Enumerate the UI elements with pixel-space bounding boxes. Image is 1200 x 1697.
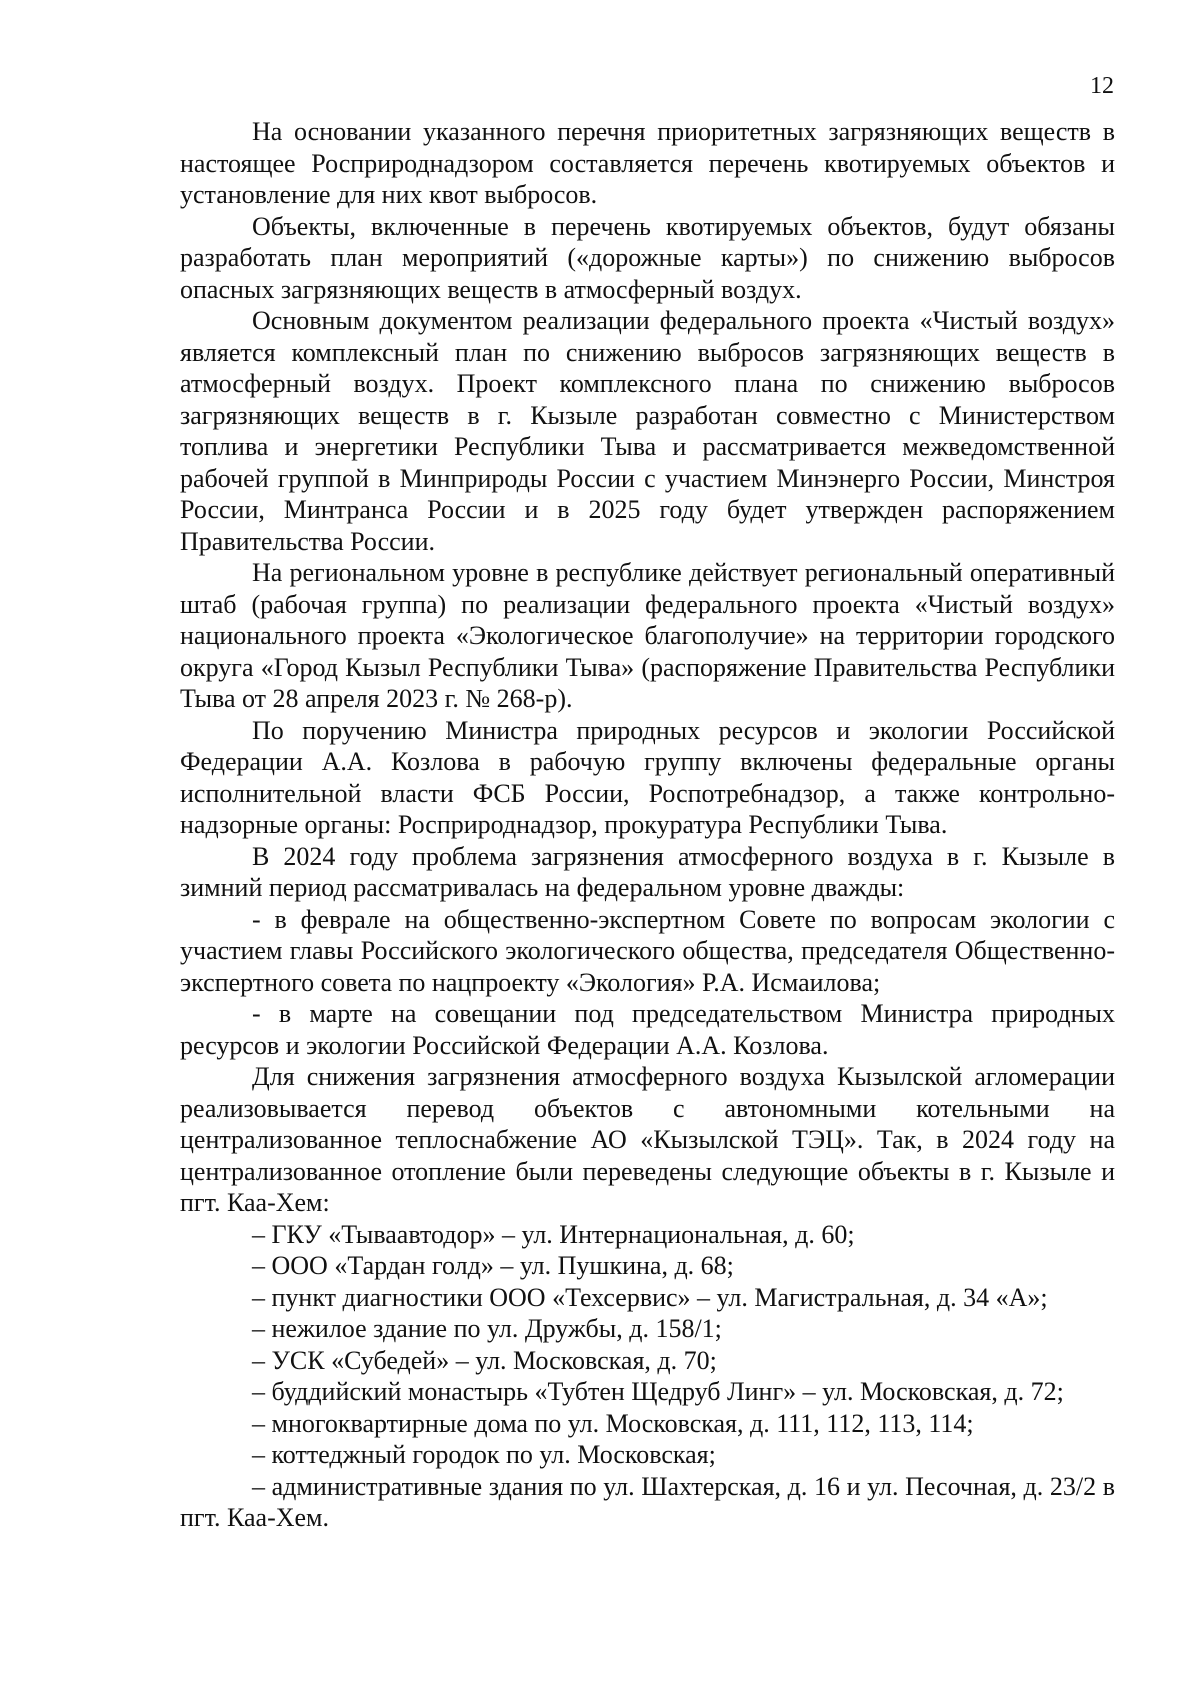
paragraph: - в феврале на общественно-экспертном Совете по вопросам экологии с участием главы Российского экологического общества, председателя Общественно-экспертного совета по нацпроекту «Экология» Р.А. Исмаилова; [180, 904, 1115, 997]
paragraph: Для снижения загрязнения атмосферного воздуха Кызылской агломерации реализовывается перевод объектов с автономными котельными на централизованное теплоснабжение АО «Кызылской ТЭЦ». Так, в 2024 году на централизованное отопление были переведены следующие объекты в г. Кызыле и пгт. Каа-Хем: [180, 1062, 1115, 1217]
page-number: 12 [1090, 73, 1114, 99]
list-item: – коттеджный городок по ул. Московская; [252, 1440, 716, 1469]
paragraph: На региональном уровне в республике действует региональный оперативный штаб (рабочая группа) по реализации федерального проекта «Чистый воздух» национального проекта «Экологическое благополучие» на территории городского округа «Город Кызыл Республики Тыва» (распоряжение Правительства Республики Тыва от 28 апреля 2023 г. № 268-р). [180, 558, 1115, 713]
list-item: – нежилое здание по ул. Дружбы, д. 158/1; [252, 1314, 722, 1343]
paragraph: По поручению Министра природных ресурсов и экологии Российской Федерации А.А. Козлова в рабочую группу включены федеральные органы исполнительной власти ФСБ России, Роспотребнадзор, а также контрольно-надзорные органы: Росприроднадзор, прокуратура Республики Тыва. [180, 715, 1115, 839]
paragraph: Объекты, включенные в перечень квотируемых объектов, будут обязаны разработать план мероприятий («дорожные карты») по снижению выбросов опасных загрязняющих веществ в атмосферный воздух. [180, 211, 1115, 304]
list-item: – буддийский монастырь «Тубтен Щедруб Линг» – ул. Московская, д. 72; [252, 1377, 1064, 1406]
list-item: – ГКУ «Тываавтодор» – ул. Интернациональная, д. 60; [252, 1219, 855, 1249]
list-item: – ООО «Тардан голд» – ул. Пушкина, д. 68; [252, 1251, 734, 1280]
paragraph: На основании указанного перечня приоритетных загрязняющих веществ в настоящее Росприроднадзором составляется перечень квотируемых объектов и установление для них квот выбросов. [180, 117, 1115, 209]
list-item: – УСК «Субедей» – ул. Московская, д. 70; [252, 1345, 717, 1375]
paragraph: Основным документом реализации федерального проекта «Чистый воздух» является комплексный план по снижению выбросов загрязняющих веществ в атмосферный воздух. Проект комплексного плана по снижению выбросов загрязняющих веществ в г. Кызыле разработан совместно с Министерством топлива и энергетики Республики Тыва и рассматривается межведомственной рабочей группой в Минприроды России с участием Минэнерго России, Минстроя России, Минтранса России и в 2025 году будет утвержден распоряжением Правительства России. [180, 306, 1115, 556]
document-body [180, 116, 1115, 1534]
list-item: – административные здания по ул. Шахтерская, д. 16 и ул. Песочная, д. 23/2 в пгт. Каа-Хем. [180, 1471, 1115, 1532]
list-item: – пункт диагностики ООО «Техсервис» – ул. Магистральная, д. 34 «А»; [252, 1282, 1048, 1312]
paragraph: - в марте на совещании под председательством Министра природных ресурсов и экологии Российской Федерации А.А. Козлова. [180, 999, 1115, 1060]
paragraph: В 2024 году проблема загрязнения атмосферного воздуха в г. Кызыле в зимний период рассматривалась на федеральном уровне дважды: [180, 841, 1115, 902]
list-item: – многоквартирные дома по ул. Московская, д. 111, 112, 113, 114; [252, 1408, 974, 1438]
